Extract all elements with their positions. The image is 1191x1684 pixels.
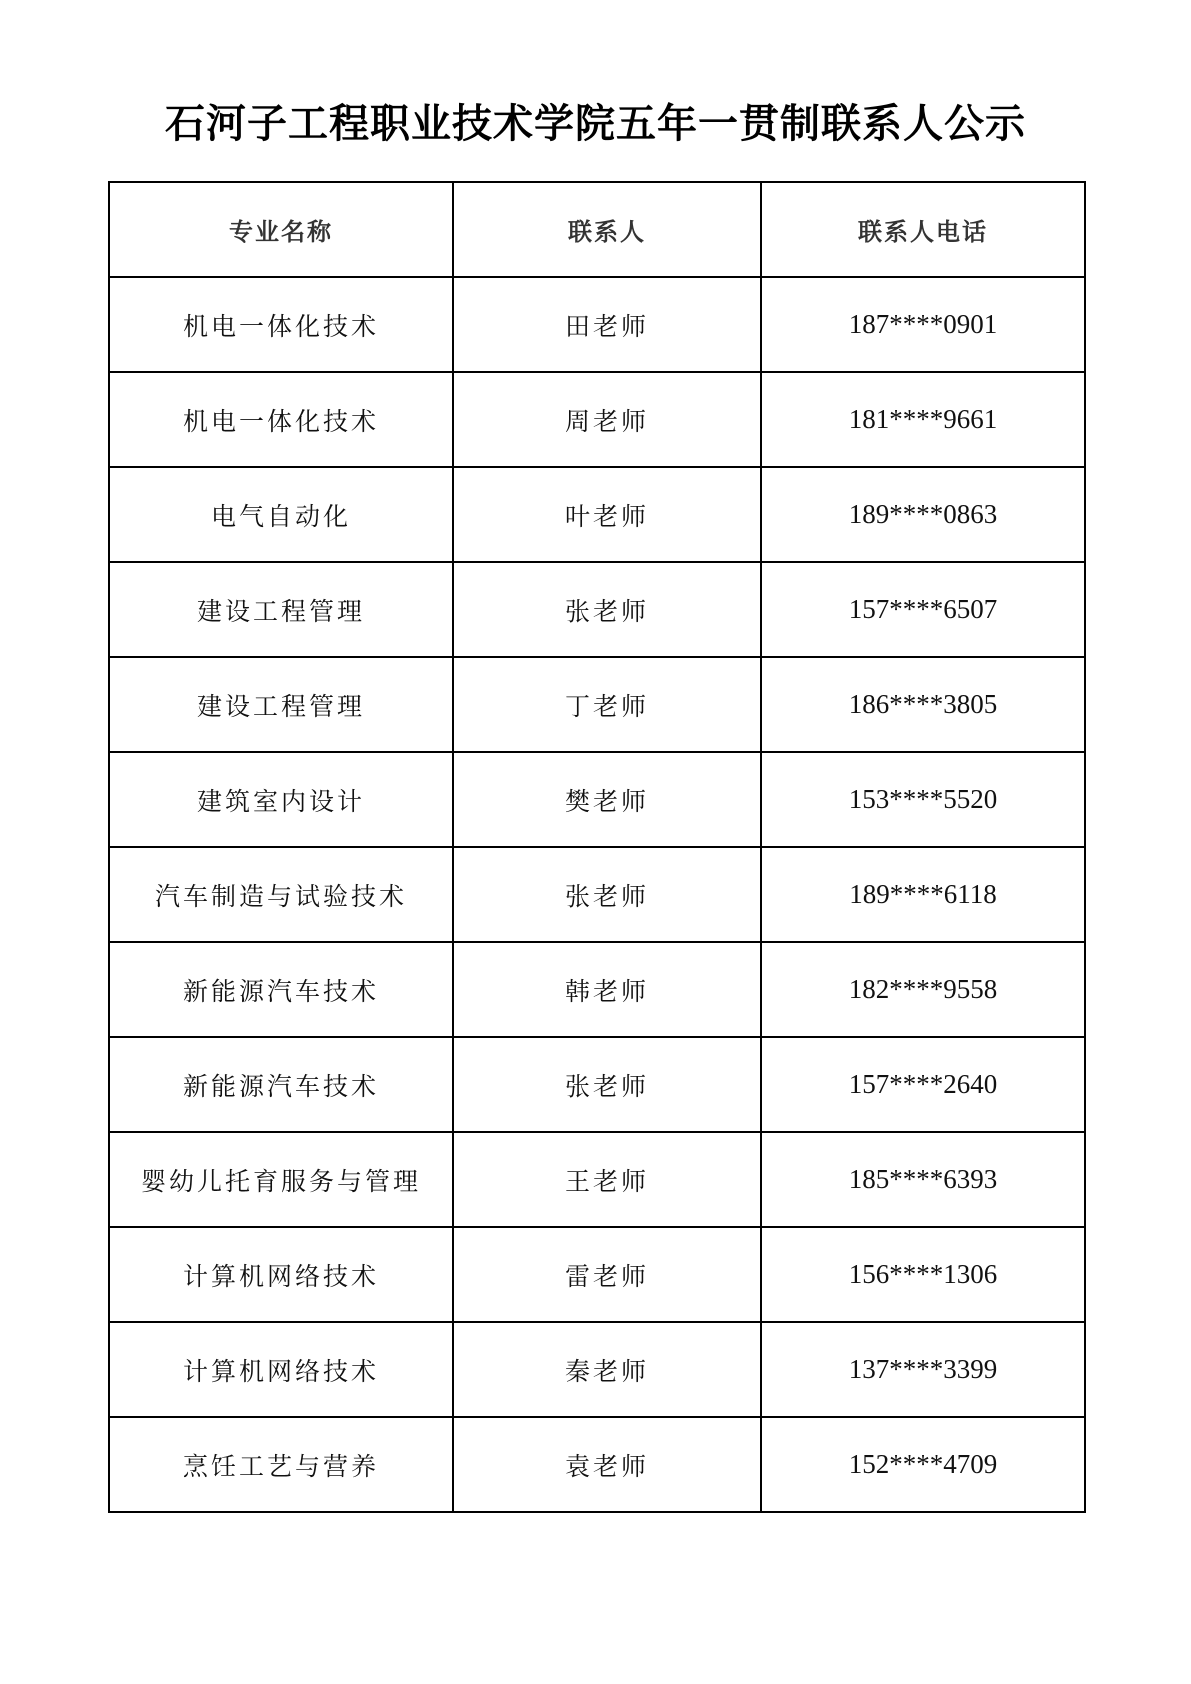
table-row [109,1322,1085,1417]
contact-cell: 周老师 [453,372,761,467]
phone-cell: 186****3805 [761,657,1085,752]
major-cell: 建筑室内设计 [109,752,453,847]
table-row [109,562,1085,657]
major-cell: 电气自动化 [109,467,453,562]
contact-cell: 张老师 [453,847,761,942]
major-cell: 新能源汽车技术 [109,1037,453,1132]
table-row [109,467,1085,562]
major-cell: 机电一体化技术 [109,277,453,372]
major-cell: 婴幼儿托育服务与管理 [109,1132,453,1227]
contact-cell: 雷老师 [453,1227,761,1322]
phone-cell: 182****9558 [761,942,1085,1037]
contact-cell: 韩老师 [453,942,761,1037]
phone-cell: 189****0863 [761,467,1085,562]
phone-cell: 157****6507 [761,562,1085,657]
phone-cell: 181****9661 [761,372,1085,467]
contact-cell: 袁老师 [453,1417,761,1512]
table-row [109,1417,1085,1512]
page-title: 石河子工程职业技术学院五年一贯制联系人公示 [165,100,1026,147]
phone-cell: 153****5520 [761,752,1085,847]
header-contact: 联系人 [453,182,761,277]
contact-cell: 丁老师 [453,657,761,752]
table-row [109,847,1085,942]
major-cell: 新能源汽车技术 [109,942,453,1037]
table-row [109,372,1085,467]
phone-cell: 157****2640 [761,1037,1085,1132]
phone-cell: 187****0901 [761,277,1085,372]
table-header-row [109,182,1085,277]
contact-cell: 王老师 [453,1132,761,1227]
phone-cell: 137****3399 [761,1322,1085,1417]
major-cell: 烹饪工艺与营养 [109,1417,453,1512]
table-row [109,942,1085,1037]
contact-cell: 田老师 [453,277,761,372]
table-row [109,1227,1085,1322]
phone-cell: 185****6393 [761,1132,1085,1227]
contact-cell: 叶老师 [453,467,761,562]
table-row [109,752,1085,847]
table-row [109,657,1085,752]
contact-cell: 秦老师 [453,1322,761,1417]
major-cell: 计算机网络技术 [109,1322,453,1417]
contact-cell: 张老师 [453,562,761,657]
major-cell: 建设工程管理 [109,657,453,752]
table-row [109,277,1085,372]
major-cell: 汽车制造与试验技术 [109,847,453,942]
contact-table [108,181,1086,1513]
table-row [109,1132,1085,1227]
table-row [109,1037,1085,1132]
major-cell: 建设工程管理 [109,562,453,657]
contact-cell: 樊老师 [453,752,761,847]
header-major: 专业名称 [109,182,453,277]
major-cell: 机电一体化技术 [109,372,453,467]
phone-cell: 156****1306 [761,1227,1085,1322]
major-cell: 计算机网络技术 [109,1227,453,1322]
contact-cell: 张老师 [453,1037,761,1132]
phone-cell: 152****4709 [761,1417,1085,1512]
phone-cell: 189****6118 [761,847,1085,942]
header-phone: 联系人电话 [761,182,1085,277]
